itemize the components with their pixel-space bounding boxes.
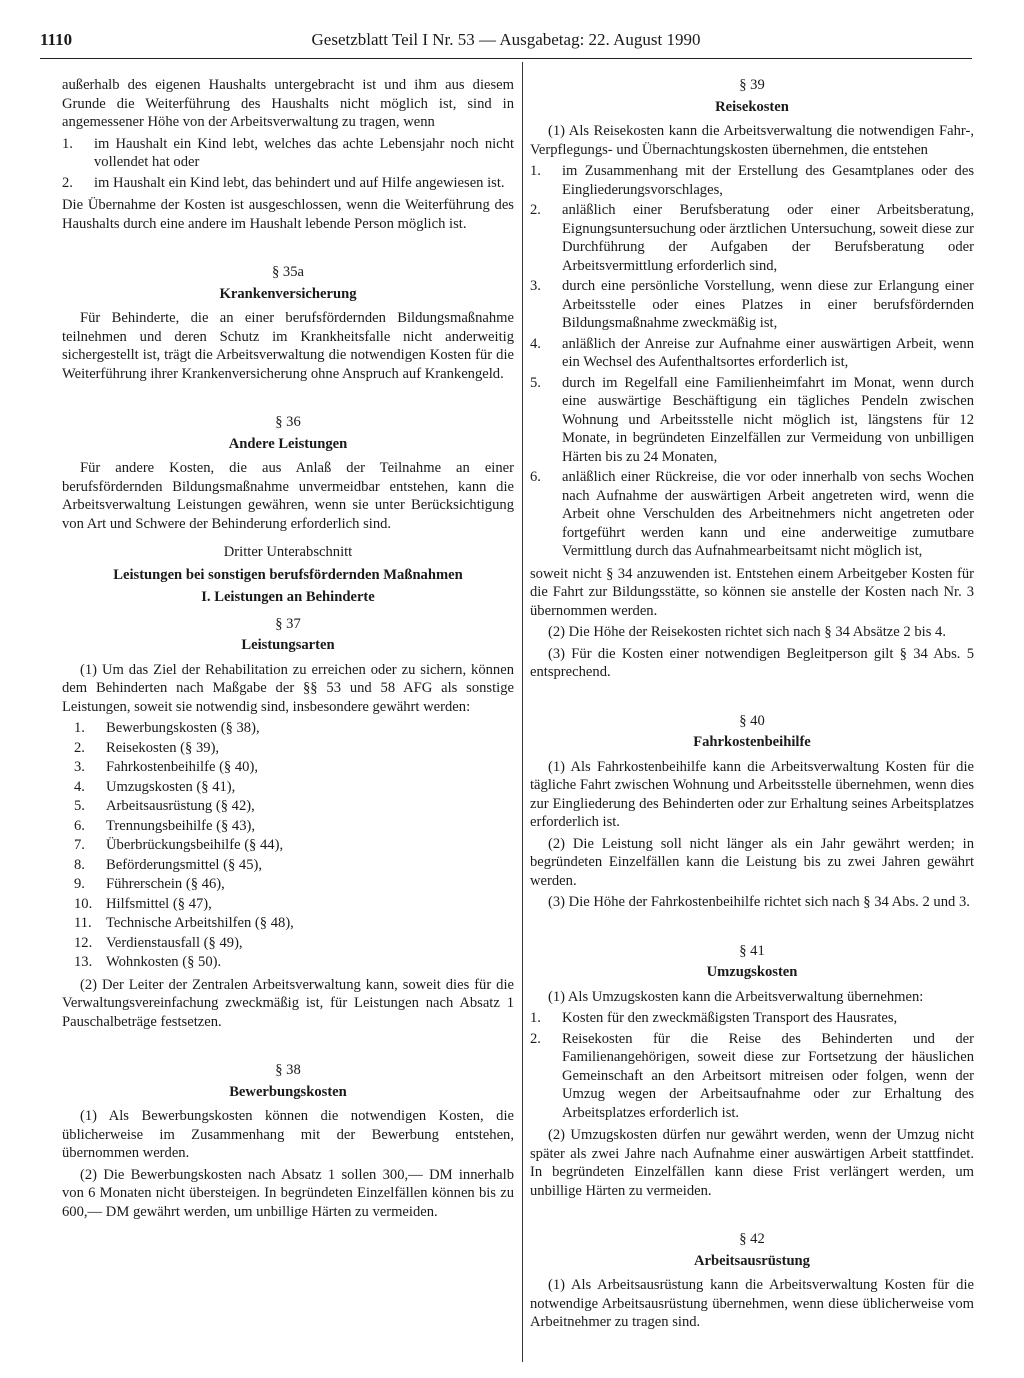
item-number: 2. [74, 739, 85, 756]
paragraph: (2) Die Leistung soll nicht länger als ein Jahr gewährt werden; in begründeten Einzelfällen kann die Leistung bis zu zwei Jahren gewährt werden. [530, 835, 974, 889]
item-number: 10. [74, 895, 93, 912]
paragraph: (1) Als Bewerbungskosten können die notwendigen Kosten, die üblicherweise im Zusammenhang mit der Bewerbung entstehen, übernommen werden. [62, 1108, 514, 1161]
list-item [62, 135, 514, 172]
list-item [62, 778, 514, 797]
list-item [62, 953, 514, 972]
moving-cost-list [530, 1009, 974, 1122]
item-number: 1. [530, 163, 541, 179]
section-title: Fahrkostenbeihilfe [693, 734, 811, 750]
item-text: Überbrückungsbeihilfe (§ 44), [106, 837, 284, 853]
item-number: 5. [530, 374, 541, 391]
item-text: durch eine persönliche Vorstellung, wenn diese zur Erlangung einer Arbeitsstelle oder eines Platzes in einer berufsfördernden Bildungsmaßnahme zweckmäßig ist, [562, 278, 974, 331]
item-number: 8. [74, 856, 85, 873]
item-number: 2. [530, 202, 541, 218]
section-title: Krankenversicherung [219, 285, 357, 302]
paragraph: (2) Umzugskosten dürfen nur gewährt werden, wenn der Umzug nicht später als zwei Jahre nach Aufnahme einer auswärtigen Arbeit stattfindet. In begründeten Einzelfällen kann diese Frist verlängert werden, um unbillige Härten zu vermeiden. [530, 1127, 974, 1199]
list-item [530, 201, 974, 275]
item-text: Trennungsbeihilfe (§ 43), [106, 817, 256, 834]
item-text: Fahrkostenbeihilfe (§ 40), [106, 759, 258, 775]
item-text: Beförderungsmittel (§ 45), [106, 856, 263, 873]
list-item [62, 797, 514, 816]
section-title: Andere Leistungen [228, 435, 348, 452]
list-item [530, 335, 974, 372]
list-item [62, 836, 514, 855]
section-number: § 42 [739, 1231, 765, 1247]
list-item [62, 174, 514, 193]
list-item [62, 914, 514, 933]
list-item [62, 856, 514, 875]
item-text: Umzugskosten (§ 41), [106, 778, 236, 795]
section-number: § 40 [739, 712, 765, 729]
subsection-title: Leistungen bei sonstigen berufsfördernden Maßnahmen [113, 566, 463, 583]
item-number: 5. [74, 798, 85, 814]
section-title: Leistungsarten [241, 637, 335, 653]
paragraph: (3) Für die Kosten einer notwendigen Begleitperson gilt § 34 Abs. 5 entsprechend. [530, 645, 974, 680]
item-number: 1. [62, 135, 73, 152]
paragraph: (2) Die Höhe der Reisekosten richtet sich nach § 34 Absätze 2 bis 4. [548, 624, 946, 640]
paragraph: (1) Um das Ziel der Rehabilitation zu erreichen oder zu sichern, können dem Behinderten nach Maßgabe der §§ 53 und 58 AFG als sonstige Leistungen, soweit sie notwendig sind, insbesondere gewährt werden: [62, 661, 514, 715]
page-number: 1110 [40, 30, 73, 49]
right-column [530, 76, 974, 1335]
item-text: Verdienstausfall (§ 49), [106, 934, 243, 951]
list-item [62, 934, 514, 953]
column-divider [522, 62, 523, 1362]
section-number: § 41 [739, 942, 765, 959]
gazette-title: Gesetzblatt Teil I Nr. 53 — Ausgabetag: 22. August 1990 [311, 30, 701, 49]
paragraph: Die Übernahme der Kosten ist ausgeschlossen, wenn die Weiterführung des Haushalts durch eine andere im Haushalt lebende Person möglich ist. [62, 197, 514, 232]
item-number: 11. [74, 915, 92, 931]
section-number: § 35a [271, 264, 305, 280]
paragraph: Für Behinderte, die an einer berufsfördernden Bildungsmaßnahme teilnehmen und deren Schutz im Krankheitsfalle nicht anderweitig sichergestellt ist, trägt die Arbeitsverwaltung die notwendigen Kosten für die Weiterführung ihrer Krankenversicherung ohne Anspruch auf Krankengeld. [62, 310, 514, 382]
item-text: Hilfsmittel (§ 47), [106, 895, 212, 912]
item-text: Reisekosten für die Reise des Behinderten und der Familienangehörigen, soweit diese zur Fortsetzung der häuslichen Gemeinschaft an den Arbeitsort mitreisen oder folgen, wenn der Umzug wegen der Arbeitsaufnahme oder zur Erhaltung des Arbeitsplatzes erforderlich ist. [562, 1030, 974, 1121]
list-item [62, 817, 514, 836]
item-number: 1. [530, 1010, 541, 1026]
section-title: Arbeitsausrüstung [694, 1252, 810, 1269]
item-text: Reisekosten (§ 39), [106, 739, 220, 756]
item-number: 4. [74, 778, 85, 795]
list-item [62, 719, 514, 738]
list-item [530, 277, 974, 333]
list-item [530, 374, 974, 467]
page-header [40, 30, 972, 59]
benefits-list [62, 719, 514, 972]
list-item [530, 1030, 974, 1123]
paragraph: (1) Als Umzugskosten kann die Arbeitsverwaltung übernehmen: [548, 988, 924, 1005]
section-title: Bewerbungskosten [229, 1083, 347, 1100]
item-text: Technische Arbeitshilfen (§ 48), [106, 915, 294, 931]
item-text: im Haushalt ein Kind lebt, das behindert und auf Hilfe angewiesen ist. [94, 174, 505, 191]
item-number: 9. [74, 876, 85, 892]
item-text: Führerschein (§ 46), [106, 876, 225, 892]
list-item [62, 875, 514, 894]
list-item [62, 739, 514, 758]
intro-list [62, 135, 514, 193]
item-text: Bewerbungskosten (§ 38), [106, 720, 260, 736]
item-text: Wohnkosten (§ 50). [106, 954, 222, 970]
list-item [530, 162, 974, 199]
item-text: durch im Regelfall eine Familienheimfahrt im Monat, wenn durch eine auswärtige Beschäftigung ein tägliches Pendeln zwischen Wohnung und Arbeitsstelle nicht möglich ist, längstens für 12 Monate, in begründeten Einzelfällen zur Vermeidung von unbilligen Härten bis zu 24 Monaten, [562, 374, 974, 465]
item-text: anläßlich einer Berufsberatung oder einer Arbeitsberatung, Eignungsuntersuchung oder ärztlichen Untersuchung, soweit diese zur Durchführung der Aufgaben der Berufsberatung oder Arbeitsvermittlung erforderlich sind, [562, 202, 974, 274]
section-title: Reisekosten [715, 98, 789, 115]
item-number: 1. [74, 720, 85, 736]
item-text: Kosten für den zweckmäßigsten Transport des Hausrates, [562, 1010, 898, 1026]
item-number: 12. [74, 934, 93, 951]
paragraph: (1) Als Arbeitsausrüstung kann die Arbeitsverwaltung Kosten für die notwendige Arbeitsausrüstung übernehmen, wenn diese üblicherweise vom Arbeitnehmer zu tragen sind. [530, 1277, 974, 1330]
paragraph: soweit nicht § 34 anzuwenden ist. Entstehen einem Arbeitgeber Kosten für die Fahrt zur Bildungsstätte, so können sie anstelle der Kosten nach Nr. 3 übernommen werden. [530, 565, 974, 619]
item-number: 3. [530, 278, 541, 294]
item-text: anläßlich der Anreise zur Aufnahme einer auswärtigen Arbeit, wenn ein Wechsel des Aufenthaltsortes erforderlich ist, [562, 335, 974, 370]
list-item [530, 468, 974, 561]
item-number: 7. [74, 837, 85, 853]
section-number: § 36 [275, 414, 301, 430]
item-number: 2. [62, 174, 73, 191]
item-number: 2. [530, 1030, 541, 1047]
section-title: Umzugskosten [706, 964, 798, 980]
section-number: § 37 [275, 615, 301, 632]
item-text: Arbeitsausrüstung (§ 42), [106, 798, 255, 814]
list-item [62, 895, 514, 914]
item-text: anläßlich einer Rückreise, die vor oder innerhalb von sechs Wochen nach Aufnahme der auswärtigen Arbeit angetreten wird, wenn die Arbeit ohne Verschulden des Arbeitnehmers nicht angetreten oder fortgeführt werden kann und eine anderweitige zumutbare Vermittlung durch das Aufnahmearbeitsamt nicht möglich ist, [562, 469, 974, 559]
paragraph: (1) Als Reisekosten kann die Arbeitsverwaltung die notwendigen Fahr-, Verpflegungs- und Übernachtungskosten übernehmen, die entstehen [530, 123, 974, 158]
item-number: 6. [74, 817, 85, 834]
travel-cost-list [530, 162, 974, 561]
paragraph: Für andere Kosten, die aus Anlaß der Teilnahme an einer berufsfördernden Bildungsmaßnahme unvermeidbar entstehen, kann die Arbeitsverwaltung Leistungen gewähren, wenn sie unter Berücksichtigung von Art und Schwere der Behinderung erforderlich sind. [62, 460, 514, 532]
subsection-label: Dritter Unterabschnitt [223, 544, 353, 560]
item-number: 13. [74, 954, 93, 970]
paragraph: (3) Die Höhe der Fahrkostenbeihilfe richtet sich nach § 34 Abs. 2 und 3. [548, 894, 970, 910]
section-number: § 39 [739, 77, 765, 93]
paragraph: (2) Der Leiter der Zentralen Arbeitsverwaltung kann, soweit dies für die Verwaltungsvereinfachung zweckmäßig ist, für Leistungen nach Absatz 1 Pauschalbeträge festsetzen. [62, 976, 514, 1030]
part-title: I. Leistungen an Behinderte [201, 589, 375, 605]
section-number: § 38 [275, 1062, 301, 1078]
item-text: im Zusammenhang mit der Erstellung des Gesamtplanes oder des Eingliederungsvorschlages, [562, 163, 974, 198]
left-column [62, 76, 514, 1224]
paragraph: (1) Als Fahrkostenbeihilfe kann die Arbeitsverwaltung Kosten für die tägliche Fahrt zwischen Wohnung und Arbeitsstelle übernehmen, wenn dies zur Eingliederung des Behinderten oder zur Erhaltung seines Arbeitsplatzes erforderlich ist. [530, 758, 974, 830]
list-item [62, 758, 514, 777]
item-number: 6. [530, 469, 541, 485]
item-number: 4. [530, 335, 541, 352]
paragraph: (2) Die Bewerbungskosten nach Absatz 1 sollen 300,— DM innerhalb von 6 Monaten nicht übersteigen. In begründeten Einzelfällen können bis zu 600,— DM gewährt werden, um unbillige Härten zu vermeiden. [62, 1166, 514, 1220]
item-text: im Haushalt ein Kind lebt, welches das achte Lebensjahr noch nicht vollendet hat oder [94, 135, 514, 170]
paragraph: außerhalb des eigenen Haushalts untergebracht ist und ihm aus diesem Grunde die Weiterführung des Haushalts nicht möglich ist, sind in angemessener Höhe von der Arbeitsverwaltung zu tragen, wenn [62, 77, 514, 130]
item-number: 3. [74, 759, 85, 775]
list-item [530, 1009, 974, 1028]
